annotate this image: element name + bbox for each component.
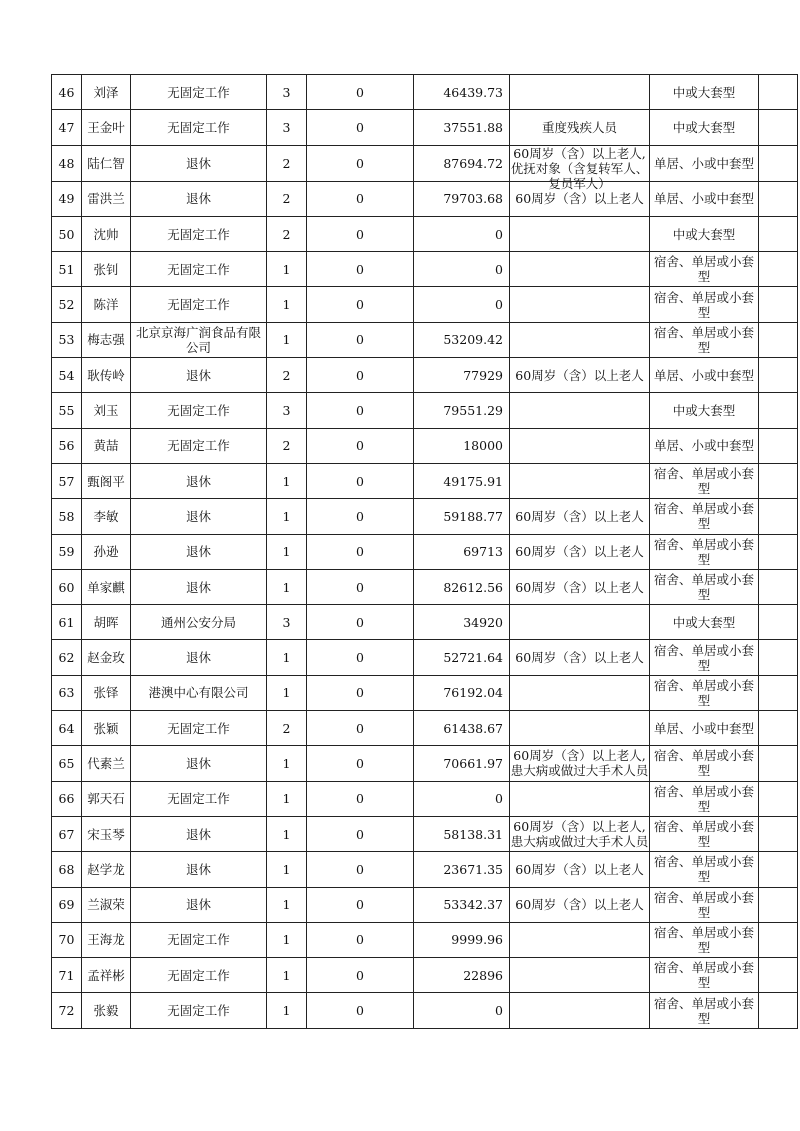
name-cell: 宋玉琴: [82, 816, 131, 851]
remark-cell: [759, 605, 798, 640]
unit-type-cell: 宿舍、单居或小套型: [650, 569, 759, 604]
table-row: [52, 181, 798, 216]
unit-type-cell: 宿舍、单居或小套型: [650, 534, 759, 569]
household-size-cell: 1: [267, 322, 307, 357]
condition-cell: [510, 428, 650, 463]
row-number-cell: 64: [52, 711, 82, 746]
table-row: [52, 922, 798, 957]
workplace-cell: 无固定工作: [131, 781, 267, 816]
name-cell: 雷洪兰: [82, 181, 131, 216]
name-cell: 刘泽: [82, 75, 131, 110]
income-cell: 49175.91: [414, 463, 510, 498]
unit-type-cell: 中或大套型: [650, 605, 759, 640]
unit-type-cell: 单居、小或中套型: [650, 711, 759, 746]
workplace-cell: 退休: [131, 358, 267, 393]
unit-type-cell: 中或大套型: [650, 110, 759, 145]
condition-cell: [510, 781, 650, 816]
housing-area-cell: 0: [307, 287, 414, 322]
income-cell: 22896: [414, 958, 510, 993]
household-size-cell: 1: [267, 746, 307, 781]
workplace-cell: 退休: [131, 145, 267, 181]
income-cell: 9999.96: [414, 922, 510, 957]
housing-area-cell: 0: [307, 216, 414, 251]
name-cell: 张钊: [82, 252, 131, 287]
household-size-cell: 3: [267, 605, 307, 640]
row-number-cell: 47: [52, 110, 82, 145]
table-row: [52, 252, 798, 287]
workplace-cell: 退休: [131, 746, 267, 781]
table-row: [52, 499, 798, 534]
housing-area-cell: 0: [307, 781, 414, 816]
workplace-cell: 无固定工作: [131, 993, 267, 1028]
workplace-cell: 退休: [131, 569, 267, 604]
unit-type-cell: 单居、小或中套型: [650, 181, 759, 216]
unit-type-cell: 宿舍、单居或小套型: [650, 499, 759, 534]
table-row: [52, 711, 798, 746]
income-cell: 0: [414, 252, 510, 287]
row-number-cell: 65: [52, 746, 82, 781]
table-row: [52, 358, 798, 393]
table-row: [52, 887, 798, 922]
remark-cell: [759, 181, 798, 216]
name-cell: 陈洋: [82, 287, 131, 322]
housing-area-cell: 0: [307, 605, 414, 640]
income-cell: 79551.29: [414, 393, 510, 428]
income-cell: 0: [414, 993, 510, 1028]
unit-type-cell: 宿舍、单居或小套型: [650, 322, 759, 357]
table-row: [52, 393, 798, 428]
household-size-cell: 1: [267, 993, 307, 1028]
remark-cell: [759, 852, 798, 887]
remark-cell: [759, 887, 798, 922]
housing-area-cell: 0: [307, 393, 414, 428]
name-cell: 孟祥彬: [82, 958, 131, 993]
household-size-cell: 1: [267, 252, 307, 287]
remark-cell: [759, 675, 798, 710]
table-row: [52, 605, 798, 640]
workplace-cell: 北京京海广润食品有限公司: [131, 322, 267, 357]
workplace-cell: 退休: [131, 816, 267, 851]
income-cell: 76192.04: [414, 675, 510, 710]
row-number-cell: 49: [52, 181, 82, 216]
table-row: [52, 675, 798, 710]
workplace-cell: 无固定工作: [131, 711, 267, 746]
condition-cell: 60周岁（含）以上老人,患大病或做过大手术人员: [510, 746, 650, 781]
condition-cell: 60周岁（含）以上老人: [510, 887, 650, 922]
unit-type-cell: 宿舍、单居或小套型: [650, 958, 759, 993]
row-number-cell: 62: [52, 640, 82, 675]
household-size-cell: 2: [267, 358, 307, 393]
income-cell: 53342.37: [414, 887, 510, 922]
condition-cell: 60周岁（含）以上老人: [510, 499, 650, 534]
household-size-cell: 3: [267, 393, 307, 428]
unit-type-cell: 宿舍、单居或小套型: [650, 640, 759, 675]
workplace-cell: 无固定工作: [131, 958, 267, 993]
condition-cell: 60周岁（含）以上老人: [510, 181, 650, 216]
remark-cell: [759, 75, 798, 110]
remark-cell: [759, 781, 798, 816]
table-row: [52, 216, 798, 251]
household-size-cell: 1: [267, 816, 307, 851]
workplace-cell: 通州公安分局: [131, 605, 267, 640]
housing-area-cell: 0: [307, 463, 414, 498]
income-cell: 70661.97: [414, 746, 510, 781]
workplace-cell: 无固定工作: [131, 287, 267, 322]
housing-area-cell: 0: [307, 852, 414, 887]
remark-cell: [759, 640, 798, 675]
household-size-cell: 1: [267, 640, 307, 675]
unit-type-cell: 中或大套型: [650, 393, 759, 428]
remark-cell: [759, 358, 798, 393]
housing-area-cell: 0: [307, 252, 414, 287]
workplace-cell: 退休: [131, 534, 267, 569]
household-size-cell: 1: [267, 499, 307, 534]
name-cell: 单家麒: [82, 569, 131, 604]
row-number-cell: 61: [52, 605, 82, 640]
unit-type-cell: 中或大套型: [650, 216, 759, 251]
household-size-cell: 2: [267, 216, 307, 251]
condition-cell: [510, 322, 650, 357]
household-size-cell: 1: [267, 569, 307, 604]
housing-area-cell: 0: [307, 75, 414, 110]
income-cell: 77929: [414, 358, 510, 393]
remark-cell: [759, 216, 798, 251]
remark-cell: [759, 816, 798, 851]
table-row: [52, 640, 798, 675]
name-cell: 陆仁智: [82, 145, 131, 181]
unit-type-cell: 单居、小或中套型: [650, 358, 759, 393]
housing-area-cell: 0: [307, 993, 414, 1028]
income-cell: 59188.77: [414, 499, 510, 534]
household-size-cell: 1: [267, 534, 307, 569]
name-cell: 郭天石: [82, 781, 131, 816]
housing-area-cell: 0: [307, 569, 414, 604]
unit-type-cell: 宿舍、单居或小套型: [650, 852, 759, 887]
name-cell: 黄喆: [82, 428, 131, 463]
row-number-cell: 53: [52, 322, 82, 357]
income-cell: 52721.64: [414, 640, 510, 675]
income-cell: 34920: [414, 605, 510, 640]
name-cell: 兰淑荣: [82, 887, 131, 922]
unit-type-cell: 宿舍、单居或小套型: [650, 887, 759, 922]
condition-cell: 60周岁（含）以上老人: [510, 569, 650, 604]
table-row: [52, 746, 798, 781]
remark-cell: [759, 569, 798, 604]
unit-type-cell: 单居、小或中套型: [650, 428, 759, 463]
housing-area-cell: 0: [307, 358, 414, 393]
unit-type-cell: 宿舍、单居或小套型: [650, 287, 759, 322]
unit-type-cell: 宿舍、单居或小套型: [650, 816, 759, 851]
row-number-cell: 55: [52, 393, 82, 428]
remark-cell: [759, 922, 798, 957]
income-cell: 53209.42: [414, 322, 510, 357]
table-row: [52, 110, 798, 145]
row-number-cell: 52: [52, 287, 82, 322]
income-cell: 0: [414, 781, 510, 816]
row-number-cell: 70: [52, 922, 82, 957]
name-cell: 梅志强: [82, 322, 131, 357]
workplace-cell: 退休: [131, 887, 267, 922]
name-cell: 甄阁平: [82, 463, 131, 498]
name-cell: 王金叶: [82, 110, 131, 145]
row-number-cell: 46: [52, 75, 82, 110]
name-cell: 赵金玫: [82, 640, 131, 675]
housing-area-cell: 0: [307, 322, 414, 357]
household-size-cell: 2: [267, 428, 307, 463]
row-number-cell: 58: [52, 499, 82, 534]
row-number-cell: 66: [52, 781, 82, 816]
workplace-cell: 退休: [131, 463, 267, 498]
income-cell: 23671.35: [414, 852, 510, 887]
condition-cell: [510, 287, 650, 322]
remark-cell: [759, 534, 798, 569]
workplace-cell: 无固定工作: [131, 252, 267, 287]
remark-cell: [759, 499, 798, 534]
table-row: [52, 569, 798, 604]
workplace-cell: 无固定工作: [131, 216, 267, 251]
unit-type-cell: 单居、小或中套型: [650, 145, 759, 181]
row-number-cell: 57: [52, 463, 82, 498]
income-cell: 0: [414, 216, 510, 251]
row-number-cell: 71: [52, 958, 82, 993]
row-number-cell: 56: [52, 428, 82, 463]
household-size-cell: 1: [267, 463, 307, 498]
name-cell: 王海龙: [82, 922, 131, 957]
income-cell: 46439.73: [414, 75, 510, 110]
housing-area-cell: 0: [307, 110, 414, 145]
workplace-cell: 无固定工作: [131, 110, 267, 145]
name-cell: 刘玉: [82, 393, 131, 428]
income-cell: 61438.67: [414, 711, 510, 746]
name-cell: 赵学龙: [82, 852, 131, 887]
condition-cell: [510, 675, 650, 710]
unit-type-cell: 宿舍、单居或小套型: [650, 922, 759, 957]
unit-type-cell: 宿舍、单居或小套型: [650, 252, 759, 287]
workplace-cell: 港澳中心有限公司: [131, 675, 267, 710]
condition-cell: [510, 993, 650, 1028]
row-number-cell: 63: [52, 675, 82, 710]
income-cell: 0: [414, 287, 510, 322]
housing-area-cell: 0: [307, 181, 414, 216]
applicant-table: [51, 74, 798, 1029]
row-number-cell: 48: [52, 145, 82, 181]
table-row: [52, 816, 798, 851]
row-number-cell: 69: [52, 887, 82, 922]
table-row: [52, 852, 798, 887]
housing-area-cell: 0: [307, 746, 414, 781]
housing-area-cell: 0: [307, 887, 414, 922]
remark-cell: [759, 746, 798, 781]
row-number-cell: 54: [52, 358, 82, 393]
condition-cell: 重度残疾人员: [510, 110, 650, 145]
household-size-cell: 3: [267, 75, 307, 110]
condition-cell: [510, 922, 650, 957]
table-body: [52, 75, 798, 1029]
condition-cell: [510, 605, 650, 640]
workplace-cell: 退休: [131, 852, 267, 887]
workplace-cell: 退休: [131, 499, 267, 534]
workplace-cell: 无固定工作: [131, 428, 267, 463]
housing-area-cell: 0: [307, 145, 414, 181]
name-cell: 孙逊: [82, 534, 131, 569]
remark-cell: [759, 958, 798, 993]
household-size-cell: 1: [267, 287, 307, 322]
name-cell: 胡晖: [82, 605, 131, 640]
unit-type-cell: 宿舍、单居或小套型: [650, 746, 759, 781]
workplace-cell: 无固定工作: [131, 922, 267, 957]
name-cell: 张铎: [82, 675, 131, 710]
housing-area-cell: 0: [307, 534, 414, 569]
household-size-cell: 2: [267, 145, 307, 181]
remark-cell: [759, 711, 798, 746]
row-number-cell: 68: [52, 852, 82, 887]
table-row: [52, 428, 798, 463]
household-size-cell: 3: [267, 110, 307, 145]
row-number-cell: 50: [52, 216, 82, 251]
row-number-cell: 67: [52, 816, 82, 851]
table-row: [52, 75, 798, 110]
unit-type-cell: 中或大套型: [650, 75, 759, 110]
condition-cell: [510, 958, 650, 993]
housing-area-cell: 0: [307, 711, 414, 746]
remark-cell: [759, 428, 798, 463]
table-row: [52, 993, 798, 1028]
unit-type-cell: 宿舍、单居或小套型: [650, 463, 759, 498]
row-number-cell: 72: [52, 993, 82, 1028]
remark-cell: [759, 322, 798, 357]
household-size-cell: 1: [267, 958, 307, 993]
row-number-cell: 51: [52, 252, 82, 287]
condition-cell: [510, 393, 650, 428]
remark-cell: [759, 993, 798, 1028]
housing-area-cell: 0: [307, 958, 414, 993]
remark-cell: [759, 252, 798, 287]
condition-cell: [510, 252, 650, 287]
household-size-cell: 1: [267, 675, 307, 710]
name-cell: 张颖: [82, 711, 131, 746]
condition-cell: [510, 75, 650, 110]
household-size-cell: 2: [267, 711, 307, 746]
condition-cell: 60周岁（含）以上老人: [510, 852, 650, 887]
remark-cell: [759, 287, 798, 322]
housing-area-cell: 0: [307, 428, 414, 463]
income-cell: 37551.88: [414, 110, 510, 145]
income-cell: 18000: [414, 428, 510, 463]
income-cell: 69713: [414, 534, 510, 569]
table-row: [52, 958, 798, 993]
income-cell: 79703.68: [414, 181, 510, 216]
condition-cell: 60周岁（含）以上老人: [510, 534, 650, 569]
condition-cell: [510, 216, 650, 251]
household-size-cell: 1: [267, 887, 307, 922]
income-cell: 58138.31: [414, 816, 510, 851]
unit-type-cell: 宿舍、单居或小套型: [650, 781, 759, 816]
table-row: [52, 534, 798, 569]
housing-area-cell: 0: [307, 922, 414, 957]
name-cell: 耿传岭: [82, 358, 131, 393]
condition-cell: [510, 463, 650, 498]
household-size-cell: 1: [267, 922, 307, 957]
income-cell: 87694.72: [414, 145, 510, 181]
workplace-cell: 退休: [131, 181, 267, 216]
condition-cell: 60周岁（含）以上老人,患大病或做过大手术人员: [510, 816, 650, 851]
row-number-cell: 59: [52, 534, 82, 569]
table-row: [52, 781, 798, 816]
workplace-cell: 无固定工作: [131, 393, 267, 428]
workplace-cell: 退休: [131, 640, 267, 675]
housing-area-cell: 0: [307, 640, 414, 675]
remark-cell: [759, 110, 798, 145]
name-cell: 张毅: [82, 993, 131, 1028]
unit-type-cell: 宿舍、单居或小套型: [650, 675, 759, 710]
condition-cell: [510, 711, 650, 746]
housing-area-cell: 0: [307, 816, 414, 851]
table-row: [52, 145, 798, 181]
unit-type-cell: 宿舍、单居或小套型: [650, 993, 759, 1028]
housing-area-cell: 0: [307, 499, 414, 534]
workplace-cell: 无固定工作: [131, 75, 267, 110]
name-cell: 沈帅: [82, 216, 131, 251]
row-number-cell: 60: [52, 569, 82, 604]
remark-cell: [759, 393, 798, 428]
income-cell: 82612.56: [414, 569, 510, 604]
table-row: [52, 322, 798, 357]
name-cell: 李敏: [82, 499, 131, 534]
condition-cell: 60周岁（含）以上老人: [510, 640, 650, 675]
condition-cell: 60周岁（含）以上老人: [510, 358, 650, 393]
remark-cell: [759, 463, 798, 498]
remark-cell: [759, 145, 798, 181]
table-row: [52, 287, 798, 322]
household-size-cell: 1: [267, 781, 307, 816]
housing-area-cell: 0: [307, 675, 414, 710]
household-size-cell: 1: [267, 852, 307, 887]
table-row: [52, 463, 798, 498]
condition-cell: 60周岁（含）以上老人,优抚对象（含复转军人、复员军人）: [510, 145, 649, 191]
household-size-cell: 2: [267, 181, 307, 216]
name-cell: 代素兰: [82, 746, 131, 781]
